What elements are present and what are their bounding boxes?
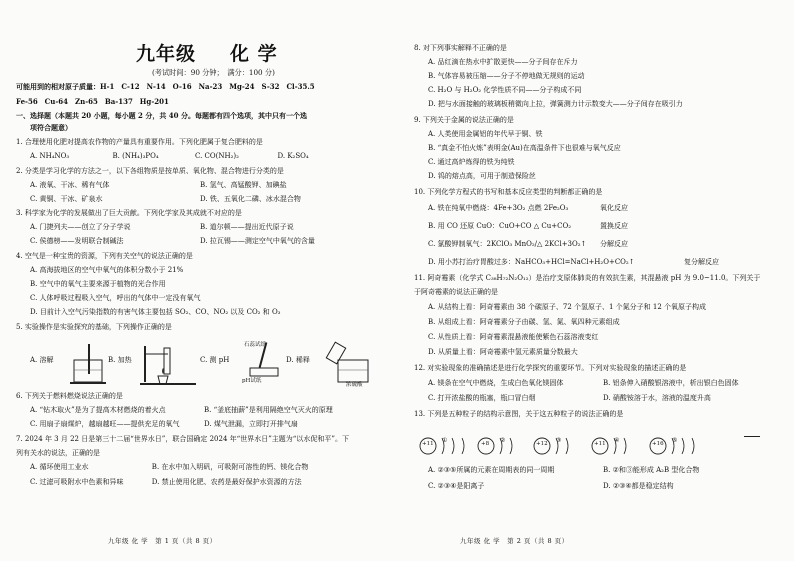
- option[interactable]: A. NH₄NO₃: [30, 152, 70, 160]
- option[interactable]: D. ②③④都是稳定结构: [603, 482, 674, 490]
- dilution-illustration: [322, 340, 376, 386]
- question-3-options-row1: [30, 223, 370, 232]
- page-footer: 九年级 化 学 第 1 页（共 8 页）: [108, 537, 217, 545]
- page-2: [414, 0, 784, 561]
- option[interactable]: C. 黄铜、干冰、矿泉水: [30, 195, 103, 203]
- title-grade: 九年级: [136, 43, 197, 65]
- nucleus-charge: +12: [536, 441, 548, 447]
- option[interactable]: D. 硝酸铵溶于水，溶液的温度升高: [603, 394, 711, 402]
- question-7-stem: 7. 2024 年 3 月 22 日是第三十二届“世界水日”，联合国确定 2024 年“世界水日”主题为“以水促和平”。下: [16, 435, 349, 443]
- diagram-number: ①: [442, 437, 448, 444]
- option[interactable]: B. 用 CO 还原 CuO：CuO+CO △ Cu+CO₂: [428, 222, 571, 230]
- acid-label: 浓硫酸: [346, 382, 363, 388]
- question-7-stem-cont: 列有关水的说法，正确的是: [16, 449, 100, 457]
- question-1-stem: 1. 合理使用化肥对提高农作物的产量具有重要作用。下列化肥属于复合肥料的是: [16, 138, 263, 146]
- title-subject: 化 学: [230, 43, 278, 65]
- option[interactable]: A. 溶解: [30, 356, 54, 364]
- option[interactable]: C. 通过高炉炼得的铁为纯铁: [428, 158, 515, 166]
- option[interactable]: C. ②③④是阳离子: [428, 482, 485, 490]
- question-1-options: [30, 152, 360, 161]
- option[interactable]: A. 液氧、干冰、稀有气体: [30, 181, 110, 189]
- page-1: [16, 0, 388, 561]
- option[interactable]: D. 目前计入空气污染指数的有害气体主要包括 SO₂、CO、NO₂ 以及 CO₂ 和 O₃: [30, 308, 281, 316]
- option[interactable]: A. 高海拔地区的空气中氧气的体积分数小于 21%: [30, 266, 184, 274]
- option[interactable]: D. 从质量上看：阿奇霉素中氢元素质量分数最大: [428, 348, 578, 356]
- option[interactable]: A. “钻木取火”是为了提高木材燃烧的着火点: [30, 406, 166, 414]
- exam-meta: (考试时间：90 分钟； 满分：100 分): [152, 68, 275, 77]
- option[interactable]: A. 循环使用工业水: [30, 463, 89, 471]
- question-2-options-row2: [30, 195, 370, 204]
- question-6-options-row1: [30, 406, 378, 415]
- option[interactable]: D. 把与水面接触的玻璃板稍微向上拉，弹簧测力计示数变大——分子间存在吸引力: [428, 100, 683, 108]
- question-9-stem: 9. 下列关于金属的说法正确的是: [414, 116, 514, 124]
- ph-paper-label: pH试纸: [242, 378, 262, 384]
- section-heading-cont: 项符合题意）: [30, 123, 72, 132]
- option[interactable]: C. 测 pH: [200, 356, 230, 364]
- option[interactable]: B. 道尔顿——提出近代原子说: [200, 223, 294, 231]
- option[interactable]: B. 空气中的氧气主要来源于植物的光合作用: [30, 280, 166, 288]
- reaction-type: 氧化反应: [600, 204, 628, 212]
- option[interactable]: C. H₂O 与 H₂O₂ 化学性质不同——分子构成不同: [428, 86, 582, 94]
- option[interactable]: C. 侯德榜——发明联合制碱法: [30, 237, 124, 245]
- question-4-stem: 4. 空气是一种宝贵的资源，下列有关空气的说法正确的是: [16, 252, 193, 260]
- option[interactable]: B. 加热: [108, 356, 132, 364]
- option[interactable]: B. 从组成上看：阿奇霉素分子由碳、氢、氮、氧四种元素组成: [428, 318, 620, 326]
- question-12-options-row1: [428, 379, 778, 388]
- question-2-options-row1: [30, 181, 370, 190]
- heating-illustration: [140, 340, 196, 386]
- option[interactable]: D. 钨的熔点高，可用于制造保险丝: [428, 172, 536, 180]
- option[interactable]: D. 煤气泄漏，立即打开排气扇: [204, 420, 298, 428]
- option[interactable]: C. 氯酸钾制氧气：2KClO₃ MnO₂/△ 2KCl+3O₂↑: [428, 240, 587, 248]
- question-3-stem: 3. 科学家为化学的发展做出了巨大贡献。下列化学家及其成就不对应的是: [16, 209, 242, 217]
- question-10-stem: 10. 下列化学方程式的书写和基本反应类型的判断都正确的是: [414, 188, 603, 196]
- option[interactable]: B. 氢气、高锰酸钾、加碘盐: [200, 181, 287, 189]
- question-7-options-row1: [30, 463, 378, 472]
- nucleus-charge: +16: [652, 441, 664, 447]
- option[interactable]: D. 禁止使用化肥、农药是最好保护水资源的方法: [151, 478, 302, 486]
- question-6-options-row2: [30, 420, 378, 429]
- diagram-number: ⑤: [672, 437, 678, 444]
- option[interactable]: B. ②和③能形成 A₂B 型化合物: [603, 466, 700, 474]
- section-heading: 一、选择题（本题共 20 小题，每小题 2 分，共 40 分。每题都有四个选项，其中只有一个选: [16, 111, 307, 120]
- question-13-options-row1: [428, 466, 778, 475]
- option[interactable]: A. 镁条在空气中燃烧，生成白色氧化镁固体: [428, 379, 564, 387]
- option[interactable]: B. 气体容易被压缩——分子不停地做无规则的运动: [428, 72, 585, 80]
- diagram-number: ②: [500, 437, 506, 444]
- option[interactable]: A. 从结构上看：阿奇霉素由 38 个碳原子、72 个氢原子、1 个氮分子和 12 个氧原子构成: [428, 303, 707, 311]
- option[interactable]: A. ②③⑤所属的元素在周期表的同一周期: [428, 466, 555, 474]
- reaction-type: 置换反应: [600, 222, 628, 230]
- option[interactable]: C. 打开浓盐酸的瓶塞，瓶口冒白烟: [428, 394, 536, 402]
- dissolving-illustration: [66, 340, 112, 386]
- option[interactable]: D. 铁、五氧化二磷、冰水混合物: [200, 195, 301, 203]
- question-8-stem: 8. 对下列事实解释不正确的是: [414, 44, 507, 52]
- question-13-stem: 13. 下列是五种粒子的结构示意图，关于这五种粒子的说法正确的是: [414, 410, 624, 418]
- question-11-stem: 11. 阿奇霉素（化学式 C₃₈H₇₂N₂O₁₂）是治疗支原体肺炎的有效抗生素，其混悬液 pH 为 9.0~11.0。下列关于: [414, 274, 761, 282]
- option[interactable]: B. (NH₄)₃PO₄: [112, 152, 159, 160]
- question-5-stem: 5. 实验操作是实验探究的基础，下列操作正确的是: [16, 323, 172, 331]
- atomic-masses-1: 可能用到的相对原子质量：H-1 C-12 N-14 O-16 Na-23 Mg-24 S-32 Cl-35.5: [16, 82, 315, 91]
- question-7-options-row2: [30, 478, 378, 487]
- page-footer: 九年级 化 学 第 2 页（共 8 页）: [460, 537, 569, 545]
- question-11-stem-cont: 于阿奇霉素的说法正确的是: [414, 288, 498, 296]
- reaction-type: 复分解反应: [684, 258, 719, 266]
- nucleus-charge: +8: [481, 441, 490, 447]
- question-6-stem: 6. 下列关于燃料燃烧说法正确的是: [16, 392, 123, 400]
- question-12-options-row2: [428, 394, 778, 403]
- question-13-options-row2: [428, 482, 778, 491]
- litmus-label: 石蕊试纸: [244, 342, 267, 348]
- option[interactable]: B. 在水中加入明矾，可吸附可溶性的钙、镁化合物: [151, 463, 309, 471]
- option[interactable]: B. “釜底抽薪”是利用隔绝空气灭火的原理: [204, 406, 333, 414]
- reaction-type: 分解反应: [600, 240, 628, 248]
- diagram-number: ③: [556, 437, 562, 444]
- option[interactable]: D. 拉瓦锡——测定空气中氧气的含量: [200, 237, 315, 245]
- option[interactable]: C. 用扇子扇煤炉，越扇越旺——提供充足的氧气: [30, 420, 180, 428]
- option[interactable]: A. 品红滴在热水中扩散更快——分子间存在斥力: [428, 58, 578, 66]
- question-12-stem: 12. 对实验现象的准确描述是进行化学探究的重要环节。下列对实验现象的描述正确的是: [414, 364, 687, 372]
- margin-dash: [744, 436, 760, 437]
- option[interactable]: D. 用小苏打治疗胃酸过多：NaHCO₃+HCl=NaCl+H₂O+CO₂↑: [428, 258, 635, 266]
- option[interactable]: A. 铁在纯氧中燃烧：4Fe+3O₂ 点燃 2Fe₂O₃: [428, 204, 569, 212]
- option[interactable]: B. 铝条伸入硝酸银溶液中，析出银白色固体: [603, 379, 739, 387]
- question-3-options-row2: [30, 237, 370, 246]
- atomic-masses-2: Fe-56 Cu-64 Zn-65 Ba-137 Hg-201: [16, 97, 169, 106]
- option[interactable]: D. 稀释: [286, 356, 310, 364]
- question-2-stem: 2. 分类是学习化学的方法之一，以下各组物质是按单质、氧化物、混合物进行分类的是: [16, 167, 284, 175]
- option[interactable]: A. 人类使用金属铝的年代早于铜、铁: [428, 130, 543, 138]
- option[interactable]: C. 人体呼吸过程吸入空气，呼出的气体中一定没有氧气: [30, 294, 201, 302]
- option[interactable]: C. CO(NH₂)₂: [195, 152, 239, 160]
- nucleus-charge: +11: [422, 441, 434, 447]
- option[interactable]: A. 门捷列夫——创立了分子学说: [30, 223, 131, 231]
- option[interactable]: B. “真金不怕火炼”表明金(Au)在高温条件下也很难与氧气反应: [428, 144, 621, 152]
- diagram-number: ④: [614, 437, 620, 444]
- option[interactable]: C. 过滤可吸附水中色素和异味: [30, 478, 124, 486]
- page-title: [136, 42, 278, 67]
- option[interactable]: D. K₂SO₄: [277, 152, 309, 160]
- option[interactable]: C. 从性质上看：阿奇霉素混悬液能使紫色石蕊溶液变红: [428, 333, 599, 341]
- nucleus-charge: +11: [594, 441, 606, 447]
